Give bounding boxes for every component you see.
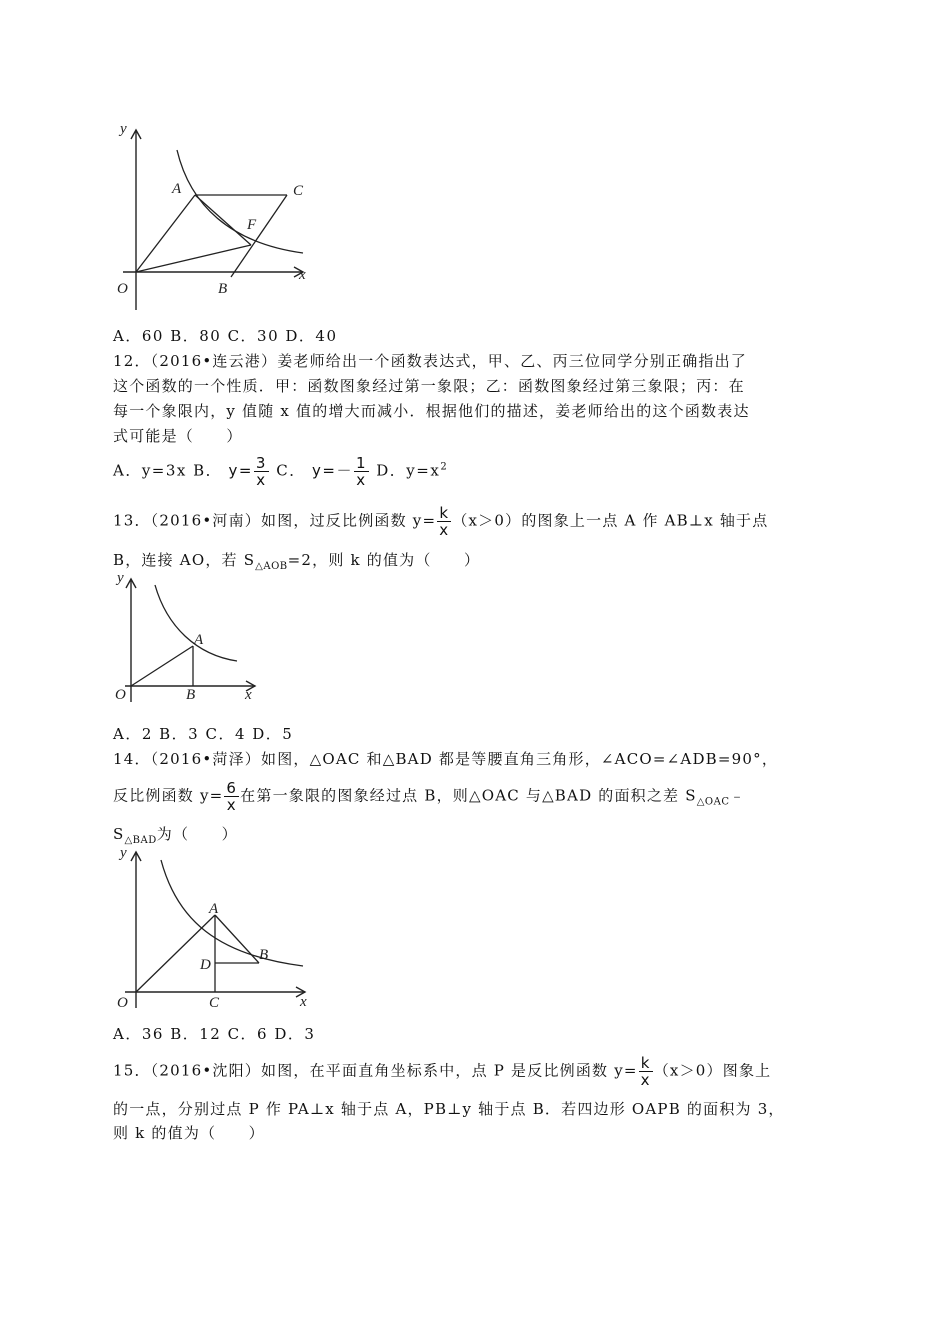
q15-line3: 则 k 的值为（ ） xyxy=(113,1124,265,1142)
q15-line1-pre: 15．（2016•沈阳）如图，在平面直角坐标系中，点 P 是反比例函数 y= xyxy=(113,1061,638,1080)
q14-line2 xyxy=(113,780,746,814)
q14-area-oac-subscript: △OAC xyxy=(696,796,730,808)
q12-choice-a: A．y=3x B． xyxy=(113,461,223,480)
q12-line1: 12．（2016•连云港）姜老师给出一个函数表达式，甲、乙、丙三位同学分别正确指出了 xyxy=(113,352,748,370)
q14-line2-end: ﹣ xyxy=(729,786,746,805)
label-c: C xyxy=(209,995,220,1011)
label-b: B xyxy=(218,281,228,297)
figure-q13 xyxy=(105,567,265,707)
label-d: D xyxy=(200,957,211,973)
label-y: y xyxy=(117,570,124,586)
q14-fraction: $\frac{6}{x}$ xyxy=(226,779,238,814)
q11-choices: A．60 B．80 C．30 D．40 xyxy=(113,327,338,345)
figure-q11 xyxy=(105,115,320,315)
q14-choices: A．36 B．12 C．6 D．3 xyxy=(113,1025,316,1043)
figure-q14 xyxy=(105,840,320,1015)
q12-choice-c-label: C． xyxy=(276,461,306,480)
label-o: O xyxy=(117,995,128,1011)
label-x: x xyxy=(299,267,306,283)
q12-choice-b-lhs: y= xyxy=(228,461,253,480)
q12-line2: 这个函数的一个性质．甲：函数图象经过第一象限；乙：函数图象经过第三象限；丙：在 xyxy=(113,377,745,395)
q13-line1 xyxy=(113,505,768,538)
q13-line2-pre: B，连接 AO，若 S xyxy=(113,551,256,569)
segment-cb xyxy=(231,195,287,277)
q13-fraction: $\frac{k}{x}$ xyxy=(439,504,450,539)
q14-line2-post: 在第一象限的图象经过点 B，则△OAC 与△BAD 的面积之差 S xyxy=(240,786,697,805)
q14-area-bad-subscript: △BAD xyxy=(124,835,157,846)
q13-line1-pre: 13．（2016•河南）如图，过反比例函数 y= xyxy=(113,511,437,530)
q12-choice-d: D．y=x xyxy=(376,461,441,480)
q14-line1: 14．（2016•菏泽）如图，△OAC 和△BAD 都是等腰直角三角形，∠ACO=∠ADB=90°， xyxy=(113,750,779,768)
segment-oa xyxy=(136,915,215,992)
q13-line2-post: =2，则 k 的值为（ ） xyxy=(287,551,481,569)
label-x: x xyxy=(245,687,252,703)
label-f: F xyxy=(247,217,257,233)
label-a: A xyxy=(194,632,204,648)
label-c: C xyxy=(293,183,304,199)
q12-choice-c-fraction: $\frac{1}{x}$ xyxy=(355,454,367,489)
q12-line4: 式可能是（ ） xyxy=(113,427,243,445)
label-b: B xyxy=(186,687,196,703)
label-x: x xyxy=(300,994,307,1010)
hyperbola-curve xyxy=(155,585,237,661)
label-a: A xyxy=(209,901,219,917)
label-o: O xyxy=(117,281,128,297)
hyperbola-curve xyxy=(161,860,303,966)
q14-line3-post: 为（ ） xyxy=(156,825,238,843)
label-o: O xyxy=(115,687,126,703)
q14-line3-pre: S xyxy=(113,825,125,843)
q15-line1 xyxy=(113,1055,771,1088)
label-b: B xyxy=(259,947,269,963)
label-a: A xyxy=(172,181,182,197)
q12-choice-d-exponent: 2 xyxy=(440,461,449,473)
q15-fraction: $\frac{k}{x}$ xyxy=(640,1054,651,1089)
q15-line1-post: （x＞0）图象上 xyxy=(653,1061,772,1080)
q13-line1-post: （x＞0）的图象上一点 A 作 AB⊥x 轴于点 xyxy=(452,511,769,530)
segment-ab xyxy=(215,915,259,963)
hyperbola-curve xyxy=(177,150,303,253)
segment-af xyxy=(195,195,251,245)
q15-line2: 的一点，分别过点 P 作 PA⊥x 轴于点 A，PB⊥y 轴于点 B．若四边形 OAPB 的面积为 3， xyxy=(113,1100,785,1118)
q12-choices xyxy=(113,455,448,488)
q12-choice-b-fraction: $\frac{3}{x}$ xyxy=(255,454,267,489)
segment-oa xyxy=(131,646,193,686)
q13-area-subscript: △AOB xyxy=(255,561,288,572)
q14-line2-pre: 反比例函数 y= xyxy=(113,786,224,805)
label-y: y xyxy=(120,121,127,137)
q13-choices: A．2 B．3 C．4 D．5 xyxy=(113,725,294,743)
q12-choice-c-lhs: y=－ xyxy=(312,461,353,480)
q12-line3: 每一个象限内，y 值随 x 值的增大而减小．根据他们的描述，姜老师给出的这个函数表达 xyxy=(113,402,750,420)
label-y: y xyxy=(120,845,127,861)
